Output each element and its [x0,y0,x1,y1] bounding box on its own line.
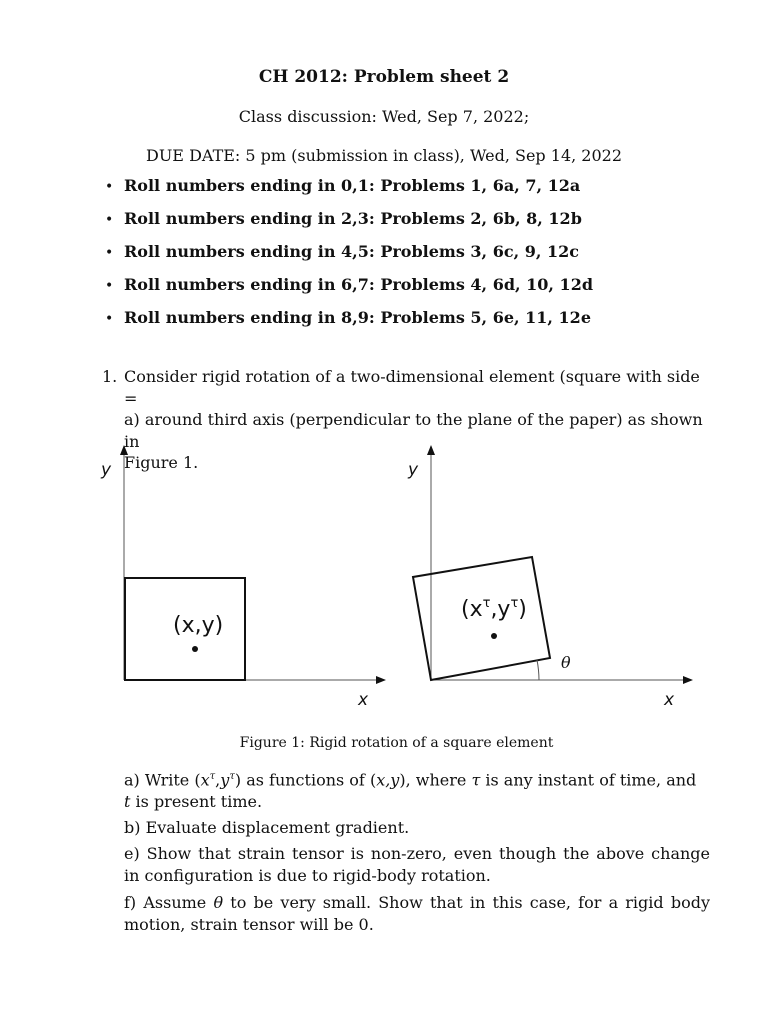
rotation-figure [0,440,768,730]
assignment-text: Roll numbers ending in 2,3: Problems 2, 6b, 8, 12b [124,209,582,228]
right-point-label: $(x^\tau,y^\tau)$ [461,596,527,622]
left-y-label: y [101,460,112,480]
problem-line-2: a) around third axis (perpendicular to the plane of the paper) as shown in [124,410,703,451]
class-discussion-line: Class discussion: Wed, Sep 7, 2022; [238,107,530,126]
page-title: CH 2012: Problem sheet 2 [258,67,510,87]
left-point-label: (x,y) [173,613,224,638]
right-y-label: y [408,460,419,480]
bullet-icon: • [105,311,114,327]
assignment-item [105,242,593,275]
right-center-point [491,633,497,639]
assignment-text: Roll numbers ending in 0,1: Problems 1, 6a, 7, 12a [124,176,581,195]
assignment-text: Roll numbers ending in 8,9: Problems 5, 6e, 11, 12e [124,308,591,327]
subpart-a: a) Write $(x^\tau,y^\tau)$ as functions of (x,y), where τ is any instant of time, and t is present time. [124,770,697,812]
assignment-item [105,176,593,209]
problem-line-3: Figure 1. [124,453,199,472]
angle-label: θ [561,653,571,672]
subpart-f: f) Assume θ to be very small. Show that in this case, for a rigid body motion, strain tensor will be 0. [124,893,710,934]
left-x-label: x [358,690,369,710]
bullet-icon: • [105,212,114,228]
problem-line-1: Consider rigid rotation of a two-dimensional element (square with side = [124,367,700,408]
due-date-line: DUE DATE: 5 pm (submission in class), Wed, Sep 14, 2022 [145,146,623,165]
subpart-e: e) Show that strain tensor is non-zero, even though the above change in configuration is due to rigid-body rotation. [124,844,710,885]
assignment-item [105,275,593,308]
assignment-text: Roll numbers ending in 4,5: Problems 3, 6c, 9, 12c [124,242,579,261]
bullet-icon: • [105,179,114,195]
left-center-point [192,646,198,652]
assignment-text: Roll numbers ending in 6,7: Problems 4, 6d, 10, 12d [124,275,594,294]
assignment-list [105,176,593,341]
bullet-icon: • [105,245,114,261]
assignment-item [105,209,593,242]
problem-number: 1. [102,367,118,386]
figure-caption: Figure 1: Rigid rotation of a square element [239,735,554,751]
subpart-b: b) Evaluate displacement gradient. [124,818,410,837]
assignment-item [105,308,593,341]
right-x-label: x [664,690,675,710]
angle-arc [537,660,539,680]
bullet-icon: • [105,278,114,294]
